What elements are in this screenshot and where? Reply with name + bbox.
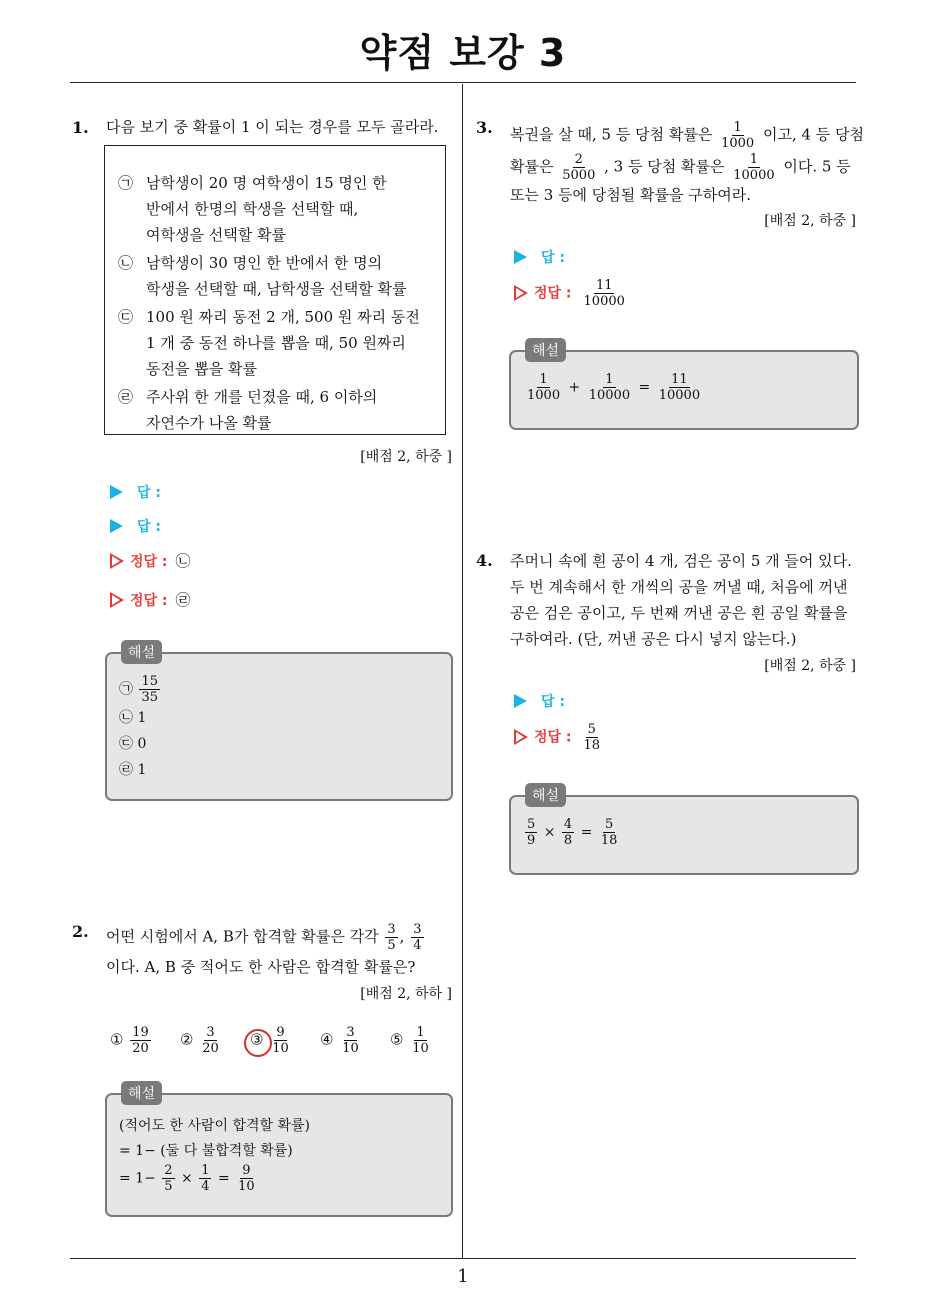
- column-divider: [462, 84, 463, 1258]
- option-line: 남학생이 20 명 여학생이 15 명인 한: [146, 174, 387, 192]
- explanation-tag: 해설: [121, 1081, 162, 1105]
- q2-score: [배점 2, 하하 ]: [360, 986, 452, 1002]
- q2-text-line2: 이다. A, B 중 적어도 한 사람은 합격할 확률은?: [106, 958, 416, 976]
- option-line: 반에서 한명의 학생을 선택할 때,: [146, 200, 359, 218]
- option-mark: ㉠: [118, 174, 134, 192]
- option-line: 여학생을 선택할 확률: [146, 226, 286, 244]
- q1-answer-field-1[interactable]: 답 :: [110, 482, 161, 502]
- q4-number: 4.: [476, 551, 493, 570]
- q1-options-box: [104, 145, 446, 435]
- q2-explanation: 해설 (적어도 한 사람이 합격할 확률) = 1− (둘 다 불합격할 확률) = 1− $\frac{2}{5}$ × $\frac{1}{4}$ = $\frac{9}{10}$: [105, 1093, 453, 1217]
- fraction: $\frac{3}{4}$: [413, 922, 422, 953]
- q2-choice-1[interactable]: ① $\frac{19}{20}$: [110, 1025, 149, 1056]
- fraction: $\frac{15}{35}$: [141, 674, 158, 705]
- outline-play-icon: [110, 553, 124, 569]
- option-line: 자연수가 나올 확률: [146, 414, 272, 432]
- q3-explanation: 해설 $\frac{1}{1000}$ + $\frac{1}{10000}$ = $\frac{11}{10000}$: [509, 350, 859, 430]
- outline-play-icon: [514, 285, 528, 301]
- option-line: 주사위 한 개를 던졌을 때, 6 이하의: [146, 388, 378, 406]
- q2-choice-2[interactable]: ② $\frac{3}{20}$: [180, 1025, 219, 1056]
- option-mark: ㉡: [118, 254, 134, 272]
- q1-explanation: 해설 ㉠ $\frac{15}{35}$ ㉡ 1 ㉢ 0 ㉣ 1: [105, 652, 453, 801]
- q4-text: 주머니 속에 흰 공이 4 개, 검은 공이 5 개 들어 있다. 두 번 계속해서 한 개씩의 공을 꺼낼 때, 처음에 꺼낸 공은 검은 공이고, 두 번째 꺼낸 공은 흰 공일 확률을 구하여라. (단, 꺼낸 공은 다시 넣지 않는다.): [510, 552, 852, 648]
- option-line: 1 개 중 동전 하나를 뽑을 때, 50 원짜리: [146, 334, 406, 352]
- q1-text: 다음 보기 중 확률이 1 이 되는 경우를 모두 골라라.: [106, 118, 439, 136]
- option-line: 학생을 선택할 때, 남학생을 선택할 확률: [146, 280, 407, 298]
- q3-text-line2: 확률은 $\frac{2}{5000}$ , 3 등 당첨 확률은 $\frac{1}{10000}$ 이다. 5 등: [510, 152, 851, 183]
- q4-score: [배점 2, 하중 ]: [764, 658, 856, 674]
- option-mark: ㉢: [118, 308, 134, 326]
- fraction: $\frac{3}{5}$: [387, 922, 396, 953]
- q2-choice-3[interactable]: ③ $\frac{9}{10}$: [250, 1025, 289, 1056]
- q3-text-line1: 복권을 살 때, 5 등 당첨 확률은 $\frac{1}{1000}$ 이고, 4 등 당첨: [510, 120, 865, 151]
- q3-number: 3.: [476, 118, 493, 137]
- option-line: 남학생이 30 명인 한 반에서 한 명의: [146, 254, 383, 272]
- q1-number: 1.: [72, 118, 89, 137]
- outline-play-icon: [514, 729, 528, 745]
- option-mark: ㉣: [118, 388, 134, 406]
- play-icon: [110, 485, 123, 499]
- q2-number: 2.: [72, 922, 89, 941]
- page-number: 1: [457, 1266, 469, 1287]
- play-icon: [514, 250, 527, 264]
- option-line: 동전을 뽑을 확률: [146, 360, 257, 378]
- q4-answer-field[interactable]: 답 :: [514, 691, 565, 711]
- q2-choice-4[interactable]: ④ $\frac{3}{10}$: [320, 1025, 359, 1056]
- play-icon: [110, 519, 123, 533]
- q3-answer-field[interactable]: 답 :: [514, 247, 565, 267]
- selected-answer-circle: [244, 1029, 272, 1057]
- q2-text-line1: 어떤 시험에서 A, B가 합격할 확률은 각각 $\frac{3}{5}$ , $\frac{3}{4}$: [106, 922, 422, 953]
- q3-correct: 정답 : $\frac{11}{10000}$: [514, 278, 629, 309]
- page-title: 약점 보강 3: [359, 31, 567, 75]
- explanation-tag: 해설: [525, 783, 566, 807]
- q3-text-line3: 또는 3 등에 당첨될 확률을 구하여라.: [510, 186, 752, 204]
- option-line: 100 원 짜리 동전 2 개, 500 원 짜리 동전: [146, 308, 420, 326]
- q4-explanation: 해설 $\frac{5}{9}$ × $\frac{4}{8}$ = $\frac{5}{18}$: [509, 795, 859, 875]
- q2-choice-5[interactable]: ⑤ $\frac{1}{10}$: [390, 1025, 429, 1056]
- q1-score: [배점 2, 하중 ]: [360, 449, 452, 465]
- play-icon: [514, 694, 527, 708]
- q1-answer-field-2[interactable]: 답 :: [110, 516, 161, 536]
- outline-play-icon: [110, 592, 124, 608]
- top-rule: [70, 82, 856, 83]
- q3-score: [배점 2, 하중 ]: [764, 213, 856, 229]
- bottom-rule: [70, 1258, 856, 1259]
- q1-correct-2: 정답 : ㉣: [110, 589, 191, 610]
- q1-correct-1: 정답 : ㉡: [110, 550, 191, 571]
- explanation-tag: 해설: [525, 338, 566, 362]
- q4-correct: 정답 : $\frac{5}{18}$: [514, 722, 604, 753]
- explanation-tag: 해설: [121, 640, 162, 664]
